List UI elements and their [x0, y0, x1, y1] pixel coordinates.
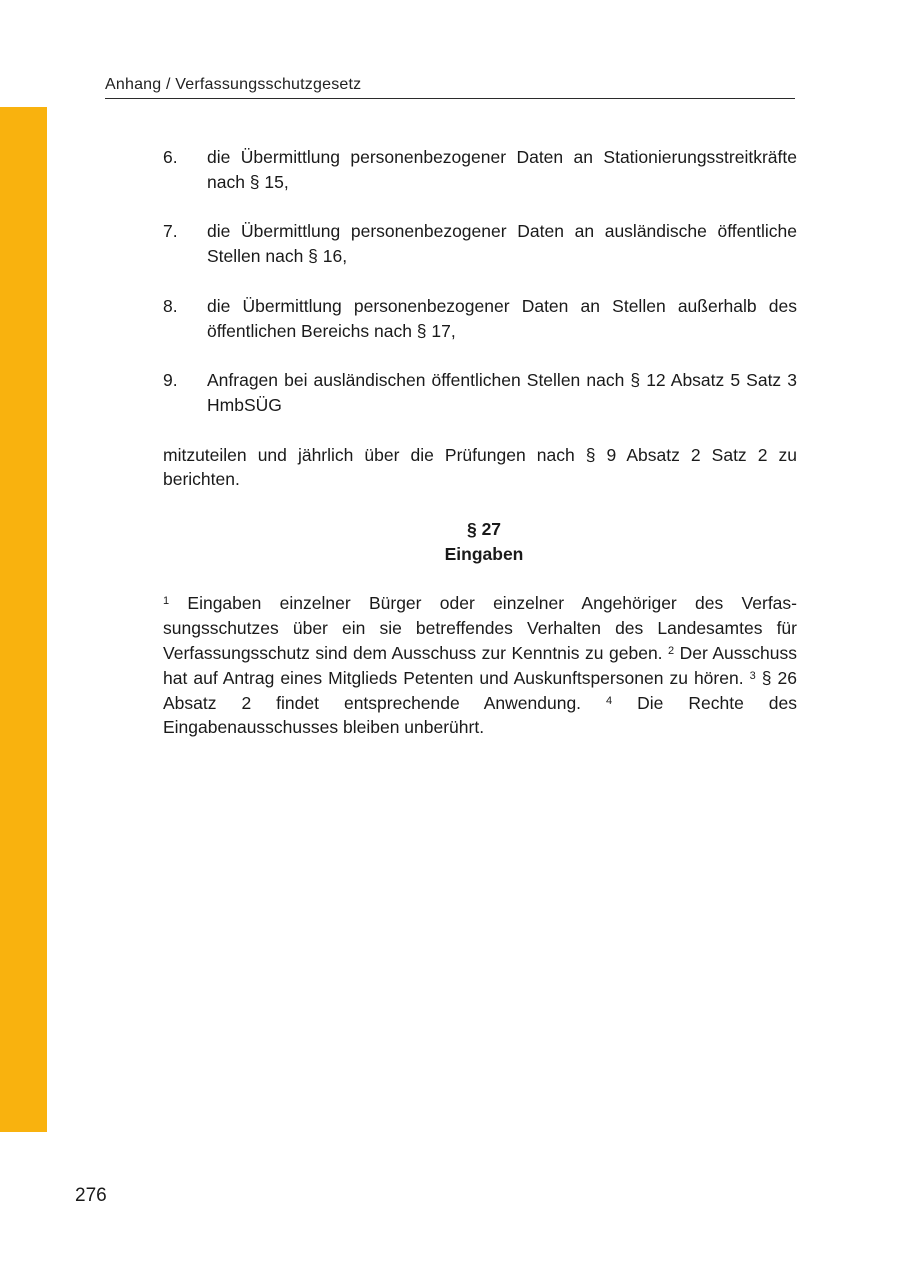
section-title: Eingaben	[444, 543, 524, 564]
list-item-text: die Übermittlung personenbezogener Daten an ausländische öffentliche Stellen nach § 16,	[207, 221, 797, 267]
page-number: 276	[75, 1185, 107, 1206]
numbered-list	[163, 145, 797, 418]
section-heading	[163, 517, 797, 567]
sentence-marker: 1	[163, 595, 170, 608]
list-item-number: 6.	[163, 147, 178, 167]
sentence-marker: 3	[749, 669, 756, 682]
list-item-text: die Übermittlung personenbezogener Daten an Stationierungsstreitkräfte nach § 15,	[207, 147, 797, 192]
page-content	[163, 145, 797, 740]
list-item	[163, 145, 797, 195]
section-body	[163, 591, 797, 740]
list-item-number: 7.	[163, 221, 178, 242]
running-head: Anhang / Verfassungsschutzgesetz	[105, 76, 362, 93]
header-rule	[105, 98, 795, 99]
list-item-number: 9.	[163, 370, 178, 391]
closing-paragraph: mitzuteilen und jährlich über die Prüfungen nach § 9 Absatz 2 Satz 2 zu berichten.	[163, 444, 797, 490]
list-item-text: die Übermittlung personenbezogener Daten an Stellen außerhalb des öffentlichen Bereichs nach § 17,	[207, 295, 797, 341]
list-item	[163, 294, 797, 344]
sentence-marker: 4	[606, 694, 613, 707]
list-item	[163, 219, 797, 269]
sentence-text: § 26 Absatz 2 findet entsprechende Anwendung.	[163, 667, 797, 713]
list-item-text: Anfragen bei ausländischen öffentlichen Stellen nach § 12 Absatz 5 Satz 3 HmbSÜG	[207, 370, 797, 415]
accent-side-bar	[0, 107, 47, 1132]
sentence-text: Die Rechte des Eingabenausschusses bleiben unberührt.	[163, 692, 797, 738]
list-item-number: 8.	[163, 295, 178, 316]
sentence-text: Der Ausschuss hat auf Antrag eines Mitglieds Petenten und Auskunftspersonen zu hören.	[163, 642, 797, 688]
section-number: § 27	[466, 518, 502, 539]
list-item	[163, 368, 797, 418]
sentence-text: Eingaben einzelner Bürger oder einzelner Angehöriger des Verfassungsschutzes über ein sie betreffendes Verhalten des Landesamtes für Verfassungsschutz sind dem Ausschuss zur Kenntnis zu geben.	[163, 593, 797, 663]
sentence-marker: 2	[668, 644, 675, 657]
